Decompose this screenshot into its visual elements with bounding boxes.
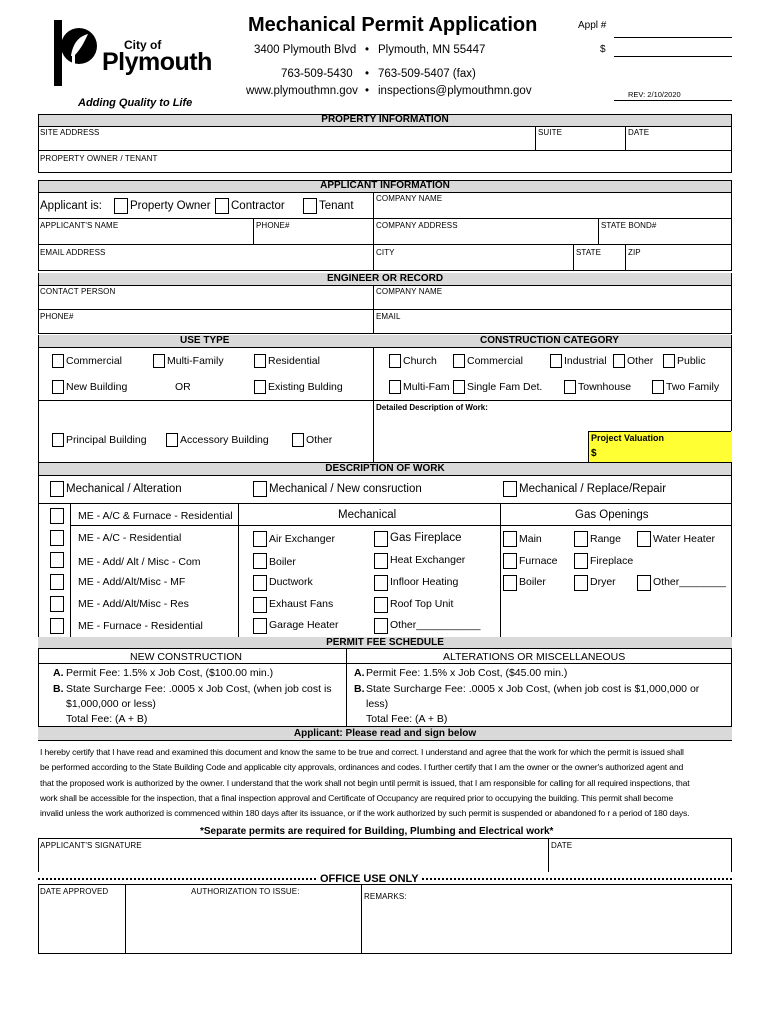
mech-col2-label: Gas Fireplace [390, 532, 462, 544]
gas-col2-label: Fireplace [590, 555, 634, 567]
use-type-construction-bar [38, 335, 732, 347]
alt-fee-b: State Surcharge Fee: .0005 x Job Cost, (when job cost is $1,000,000 or [366, 683, 700, 695]
contact-person-label: CONTACT PERSON [40, 287, 116, 296]
border [731, 273, 732, 333]
border [38, 114, 732, 115]
border [38, 475, 732, 476]
mech-col1-label: Boiler [269, 556, 296, 568]
border [238, 525, 500, 526]
me-item-label: ME - Add/ Alt / Misc - Com [78, 556, 201, 568]
border [38, 335, 39, 463]
border [500, 525, 731, 526]
suite-label: SUITE [538, 128, 563, 137]
border [38, 884, 39, 953]
me-item-label: ME - A/C - Residential [78, 532, 182, 544]
multi-fam-label: Multi-Fam [403, 381, 450, 393]
water-heater-checkbox[interactable] [637, 531, 651, 547]
mechanical-replace-checkbox[interactable] [503, 481, 517, 497]
border [38, 648, 732, 649]
para-line: invalid unless the work authorized is commenced within 180 days after its issuance, or if the work authorized by such permit is suspended or abandoned fo r a period of 180 days. [40, 808, 690, 819]
page-title: Mechanical Permit Application [248, 14, 538, 36]
engineer-company-name-label: COMPANY NAME [376, 287, 443, 296]
border [38, 333, 732, 334]
mech-col2-checkbox[interactable] [374, 531, 388, 547]
new-total: Total Fee: (A + B) [66, 713, 148, 725]
border [588, 431, 731, 432]
mech-col1-label: Exhaust Fans [269, 598, 334, 610]
new-building-label: New Building [66, 381, 128, 393]
logo-city-of: City of [124, 38, 162, 52]
border [38, 663, 732, 664]
accessory-building-label: Accessory Building [180, 434, 269, 446]
construction-category-heading: CONSTRUCTION CATEGORY [480, 335, 619, 346]
office-use-heading: OFFICE USE ONLY [320, 873, 419, 885]
border [731, 463, 732, 637]
mech-col2-checkbox[interactable] [374, 575, 388, 591]
header-website: www.plymouthmn.gov [246, 85, 358, 97]
me-item-label: ME - A/C & Furnace - Residential [78, 510, 233, 522]
border [38, 740, 732, 741]
gas-other-label: Other________ [653, 576, 726, 588]
revision-date: REV: 2/10/2020 [628, 90, 681, 99]
bullet-1: • [365, 44, 370, 56]
authorization-label: AUTHORIZATION TO ISSUE: [191, 887, 300, 896]
border [548, 838, 549, 872]
city-label: CITY [376, 248, 395, 257]
fee-schedule-heading: PERMIT FEE SCHEDULE [38, 637, 732, 648]
border [38, 838, 732, 839]
mechanical-alteration-checkbox[interactable] [50, 481, 64, 497]
gas-col1-label: Furnace [519, 555, 558, 567]
two-family-label: Two Family [666, 381, 720, 393]
gas-col1-checkbox[interactable] [503, 575, 517, 591]
border [38, 309, 732, 310]
plymouth-leaf-icon [52, 18, 100, 88]
new-building-checkbox[interactable] [52, 380, 64, 394]
industrial-checkbox[interactable] [550, 354, 562, 368]
tenant-option: Tenant [319, 200, 354, 212]
other-category-label: Other [627, 355, 654, 367]
residential-checkbox[interactable] [254, 354, 266, 368]
property-owner-checkbox[interactable] [114, 198, 128, 214]
border [238, 503, 239, 637]
new-fee-a: Permit Fee: 1.5% x Job Cost, ($100.00 min.) [66, 667, 274, 679]
mechanical-heading: Mechanical [338, 509, 397, 521]
other-use-label: Other [306, 434, 333, 446]
border [38, 180, 732, 181]
border [361, 884, 362, 953]
para-line: that the proposed work is authorized by the owner. I understand that the work shall not begin until permit is issued, that I am responsible for calling for all required inspections, that [40, 777, 690, 788]
signature-date-label: DATE [551, 841, 573, 850]
gas-col2-label: Range [590, 533, 621, 545]
city-logo [52, 18, 212, 110]
border [38, 347, 732, 348]
alt-total: Total Fee: (A + B) [366, 713, 448, 725]
border [625, 244, 626, 270]
me-item-label: ME - Add/Alt/Misc - Res [78, 598, 189, 610]
project-valuation-label: Project Valuation [591, 433, 665, 443]
single-fam-checkbox[interactable] [453, 380, 465, 394]
commercial-use-label: Commercial [66, 355, 123, 367]
fee-dollar-label: $ [600, 44, 606, 55]
me-item-label: ME - Add/Alt/Misc - MF [78, 576, 186, 588]
para-line: work shall be accessible for the inspection, that a final inspection approval and Certificate of Occupancy are required prior to occupying the building. This permit shall become [40, 792, 673, 803]
border [70, 503, 71, 637]
other-use-checkbox[interactable] [292, 433, 304, 447]
border [38, 244, 732, 245]
townhouse-label: Townhouse [578, 381, 632, 393]
bullet-2: • [365, 68, 370, 80]
separate-permits-note: *Separate permits are required for Building, Plumbing and Electrical work* [200, 826, 554, 837]
property-owner-label: PROPERTY OWNER / TENANT [40, 154, 158, 163]
signature-date-field[interactable] [551, 851, 729, 871]
applicant-signature-label: APPLICANT'S SIGNATURE [40, 841, 142, 850]
townhouse-checkbox[interactable] [564, 380, 576, 394]
commercial-category-checkbox[interactable] [453, 354, 465, 368]
industrial-label: Industrial [564, 355, 607, 367]
rev-underline [614, 100, 732, 101]
remarks-label: REMARKS: [364, 892, 407, 901]
alt-fee-a-key: A. [354, 667, 365, 679]
border [38, 273, 39, 333]
border [38, 400, 732, 401]
header-email: inspections@plymouthmn.gov [378, 85, 532, 97]
mech-col1-label: Air Exchanger [269, 533, 335, 545]
date-approved-label: DATE APPROVED [40, 887, 109, 896]
new-fee-a-key: A. [53, 667, 64, 679]
border [38, 114, 39, 172]
para-line: be performed according to the State Building Code and applicable city approvals, ordinances and codes. I further certify that I am the owner or the owner's authorized agent and [40, 762, 684, 773]
gas-col1-checkbox[interactable] [503, 531, 517, 547]
church-checkbox[interactable] [389, 354, 401, 368]
new-construction-heading: NEW CONSTRUCTION [130, 651, 242, 663]
date-label: DATE [628, 128, 650, 137]
new-fee-b: State Surcharge Fee: .0005 x Job Cost, (when job cost is [66, 683, 332, 695]
email-address-label: EMAIL ADDRESS [40, 248, 106, 257]
appl-number-field[interactable] [614, 37, 732, 38]
alt-fee-a: Permit Fee: 1.5% x Job Cost, ($45.00 min.) [366, 667, 568, 679]
engineer-phone-label: PHONE# [40, 312, 74, 321]
mech-col1-label: Garage Heater [269, 619, 339, 631]
header-fax: 763-509-5407 (fax) [378, 68, 476, 80]
two-family-checkbox[interactable] [652, 380, 664, 394]
gas-col1-label: Main [519, 533, 542, 545]
border [625, 126, 626, 150]
alt-fee-b-key: B. [354, 683, 365, 695]
appl-number-label: Appl # [578, 20, 607, 31]
me-item-checkbox[interactable] [50, 530, 64, 546]
gas-other-checkbox[interactable] [637, 575, 651, 591]
property-heading: PROPERTY INFORMATION [38, 114, 732, 126]
border [573, 244, 574, 270]
border [38, 838, 39, 872]
contractor-checkbox[interactable] [215, 198, 229, 214]
alt-fee-b-cont: less) [366, 698, 389, 710]
existing-building-checkbox[interactable] [254, 380, 266, 394]
remarks-field[interactable] [364, 903, 729, 951]
tenant-checkbox[interactable] [303, 198, 317, 214]
me-item-checkbox[interactable] [50, 552, 64, 568]
or-label: OR [175, 381, 191, 393]
border [38, 503, 732, 504]
mech-col1-checkbox[interactable] [253, 553, 267, 569]
certification-paragraph [40, 745, 730, 821]
border [373, 192, 374, 270]
multi-family-label: Multi-Family [167, 355, 224, 367]
existing-building-label: Existing Bulding [268, 381, 343, 393]
border [731, 884, 732, 953]
para-line: I hereby certify that I have read and examined this document and know the same to be true and correct. I understand and agree that the work for which the permit is issued shall [40, 747, 684, 757]
description-heading: DESCRIPTION OF WORK [38, 463, 732, 475]
border [38, 884, 732, 885]
detailed-description-label: Detailed Description of Work: [376, 403, 488, 412]
gas-col2-checkbox[interactable] [574, 575, 588, 591]
commercial-category-label: Commercial [467, 355, 524, 367]
mech-col2-label: Other___________ [390, 619, 481, 631]
mechanical-alteration-label: Mechanical / Alteration [66, 483, 182, 495]
gas-col2-label: Dryer [590, 576, 616, 588]
mech-col2-label: Heat Exchanger [390, 554, 466, 566]
border [38, 285, 732, 286]
principal-building-checkbox[interactable] [52, 433, 64, 447]
applicants-name-label: APPLICANT'S NAME [40, 221, 119, 230]
mechanical-new-construction-checkbox[interactable] [253, 481, 267, 497]
mech-col1-label: Ductwork [269, 576, 313, 588]
company-address-label: COMPANY ADDRESS [376, 221, 458, 230]
border [38, 172, 732, 173]
water-heater-label: Water Heater [653, 533, 716, 545]
border [38, 463, 39, 637]
other-category-checkbox[interactable] [613, 354, 625, 368]
public-checkbox[interactable] [663, 354, 675, 368]
public-label: Public [677, 355, 706, 367]
border [731, 114, 732, 172]
border [38, 192, 732, 193]
property-owner-option: Property Owner [130, 200, 211, 212]
mech-col2-label: Infloor Heating [390, 576, 459, 588]
engineer-email-label: EMAIL [376, 312, 401, 321]
single-fam-label: Single Fam Det. [467, 381, 543, 393]
mech-col2-checkbox[interactable] [374, 553, 388, 569]
gas-col1-label: Boiler [519, 576, 546, 588]
gas-col1-checkbox[interactable] [503, 553, 517, 569]
mech-col2-checkbox[interactable] [374, 618, 388, 634]
border [731, 648, 732, 726]
principal-building-label: Principal Building [66, 434, 147, 446]
mechanical-new-construction-label: Mechanical / New consruction [269, 483, 422, 495]
header-phone: 763-509-5430 [281, 68, 353, 80]
border [38, 270, 732, 271]
me-item-checkbox[interactable] [50, 618, 64, 634]
mechanical-replace-label: Mechanical / Replace/Repair [519, 483, 667, 495]
border [38, 648, 39, 726]
border [500, 503, 501, 637]
sign-heading: Applicant: Please read and sign below [38, 727, 732, 740]
bullet-3: • [365, 85, 370, 97]
contractor-option: Contractor [231, 200, 285, 212]
accessory-building-checkbox[interactable] [166, 433, 178, 447]
mech-col1-checkbox[interactable] [253, 531, 267, 547]
applicant-is-label: Applicant is: [40, 200, 103, 212]
border [38, 126, 732, 127]
multi-family-checkbox[interactable] [153, 354, 165, 368]
border [731, 838, 732, 872]
gas-openings-heading: Gas Openings [575, 509, 649, 521]
new-fee-b-cont: $1,000,000 or less) [66, 698, 156, 710]
mech-col1-checkbox[interactable] [253, 575, 267, 591]
logo-name: Plymouth [102, 48, 212, 76]
border [125, 884, 126, 953]
detailed-description-field[interactable] [374, 414, 588, 462]
border [535, 126, 536, 150]
mech-col2-label: Roof Top Unit [390, 598, 454, 610]
fee-dollar-field[interactable] [614, 56, 732, 57]
church-label: Church [403, 355, 437, 367]
use-type-heading: USE TYPE [180, 335, 230, 346]
border [38, 180, 39, 270]
applicant-heading: APPLICANT INFORMATION [38, 180, 732, 192]
multi-fam-checkbox[interactable] [389, 380, 401, 394]
me-item-label: ME - Furnace - Residential [78, 620, 203, 632]
border [38, 218, 732, 219]
gas-col2-checkbox[interactable] [574, 531, 588, 547]
border [38, 953, 732, 954]
commercial-use-checkbox[interactable] [52, 354, 64, 368]
company-name-label: COMPANY NAME [376, 194, 443, 203]
new-fee-b-key: B. [53, 683, 64, 695]
applicant-phone-label: PHONE# [256, 221, 290, 230]
project-valuation-dollar: $ [591, 448, 597, 459]
site-address-label: SITE ADDRESS [40, 128, 100, 137]
me-item-checkbox[interactable] [50, 574, 64, 590]
border [253, 218, 254, 244]
me-item-checkbox[interactable] [50, 508, 64, 524]
mech-col1-checkbox[interactable] [253, 597, 267, 613]
gas-col2-checkbox[interactable] [574, 553, 588, 569]
state-label: STATE [576, 248, 602, 257]
engineer-heading: ENGINEER OR RECORD [38, 273, 732, 285]
border [38, 150, 732, 151]
alterations-heading: ALTERATIONS OR MISCELLANEOUS [443, 651, 626, 663]
zip-label: ZIP [628, 248, 641, 257]
border [598, 218, 599, 244]
header-address: 3400 Plymouth Blvd [254, 44, 357, 56]
border [731, 180, 732, 270]
logo-tagline: Adding Quality to Life [78, 97, 193, 109]
residential-label: Residential [268, 355, 320, 367]
mech-col2-checkbox[interactable] [374, 597, 388, 613]
state-bond-label: STATE BOND# [601, 221, 657, 230]
applicant-signature-field[interactable] [40, 851, 545, 871]
border [346, 648, 347, 726]
border [70, 525, 238, 526]
header-city-state: Plymouth, MN 55447 [378, 44, 486, 56]
mech-col1-checkbox[interactable] [253, 618, 267, 634]
me-item-checkbox[interactable] [50, 596, 64, 612]
